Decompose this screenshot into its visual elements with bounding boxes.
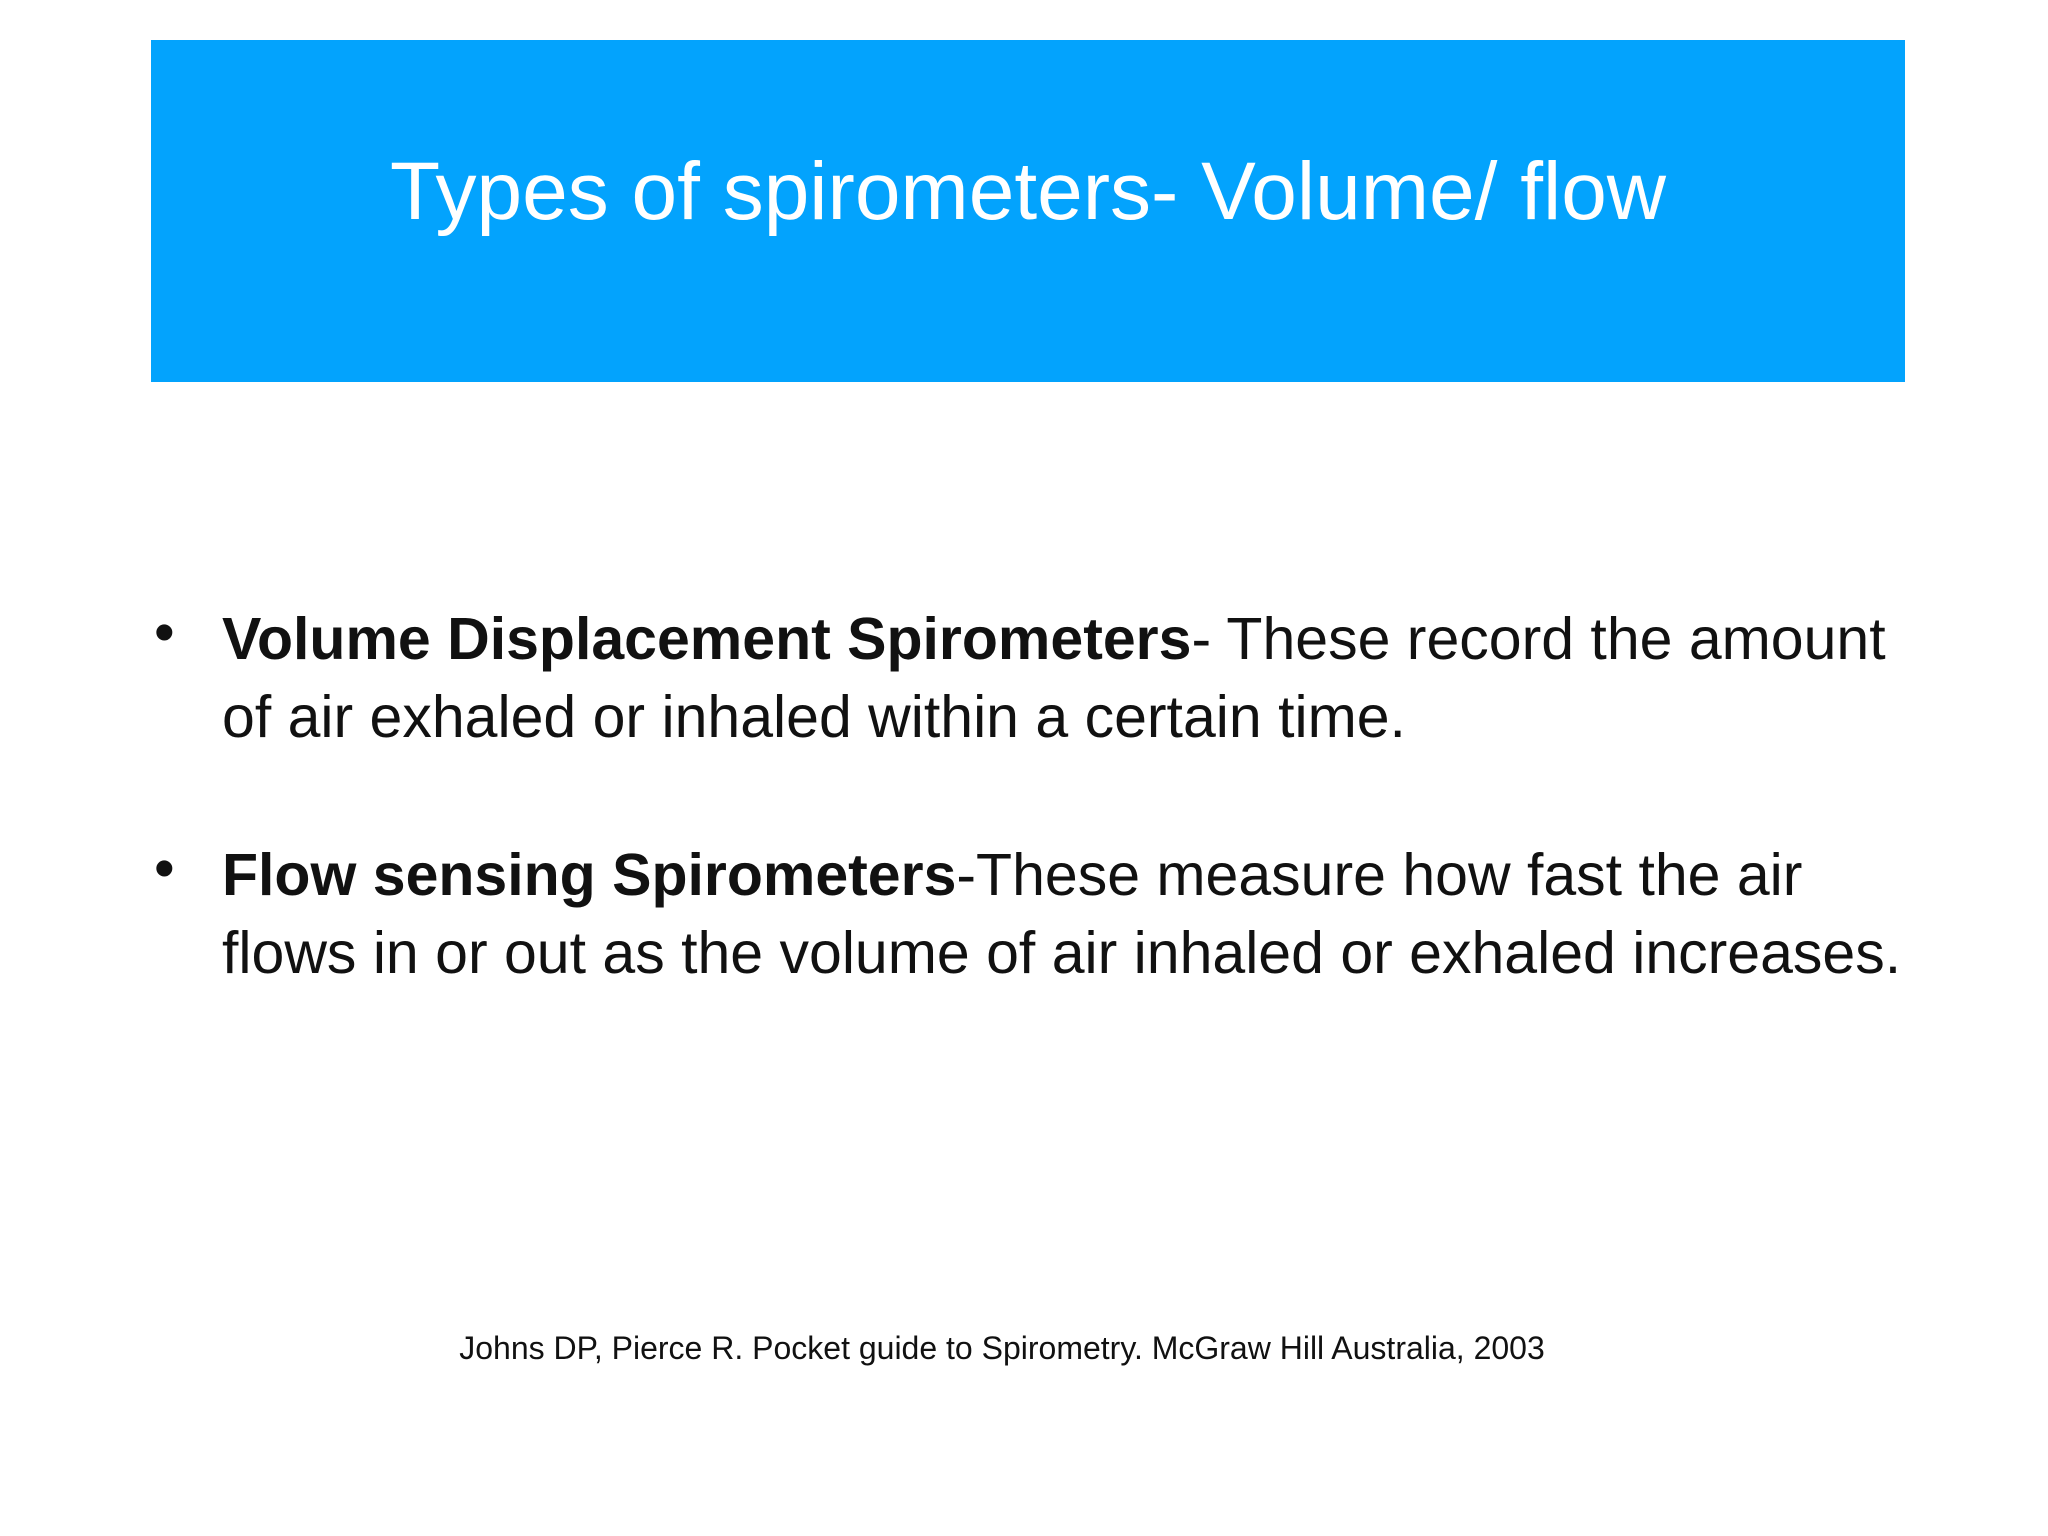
bullet-list (150, 600, 1910, 992)
citation-text: Johns DP, Pierce R. Pocket guide to Spirometry. McGraw Hill Australia, 2003 (459, 1330, 1545, 1366)
bullet-dot-icon: • (154, 599, 175, 665)
title-banner (151, 40, 1905, 382)
bullet-item-flow-sensing (150, 836, 1910, 992)
bullet-item-volume-displacement (150, 600, 1910, 756)
bullet-term: Volume Displacement Spirometers (222, 606, 1192, 672)
bullet-term: Flow sensing Spirometers (222, 842, 957, 908)
bullet-text: -These measure how fast the air flows in or out as the volume of air inhaled or exhaled increases. (222, 842, 1902, 986)
bullet-dot-icon: • (154, 835, 175, 901)
slide-title: Types of spirometers- Volume/ flow (389, 146, 1667, 237)
citation-reference (0, 1330, 2048, 1367)
bullet-text: - These record the amount of air exhaled or inhaled within a certain time. (222, 606, 1886, 750)
